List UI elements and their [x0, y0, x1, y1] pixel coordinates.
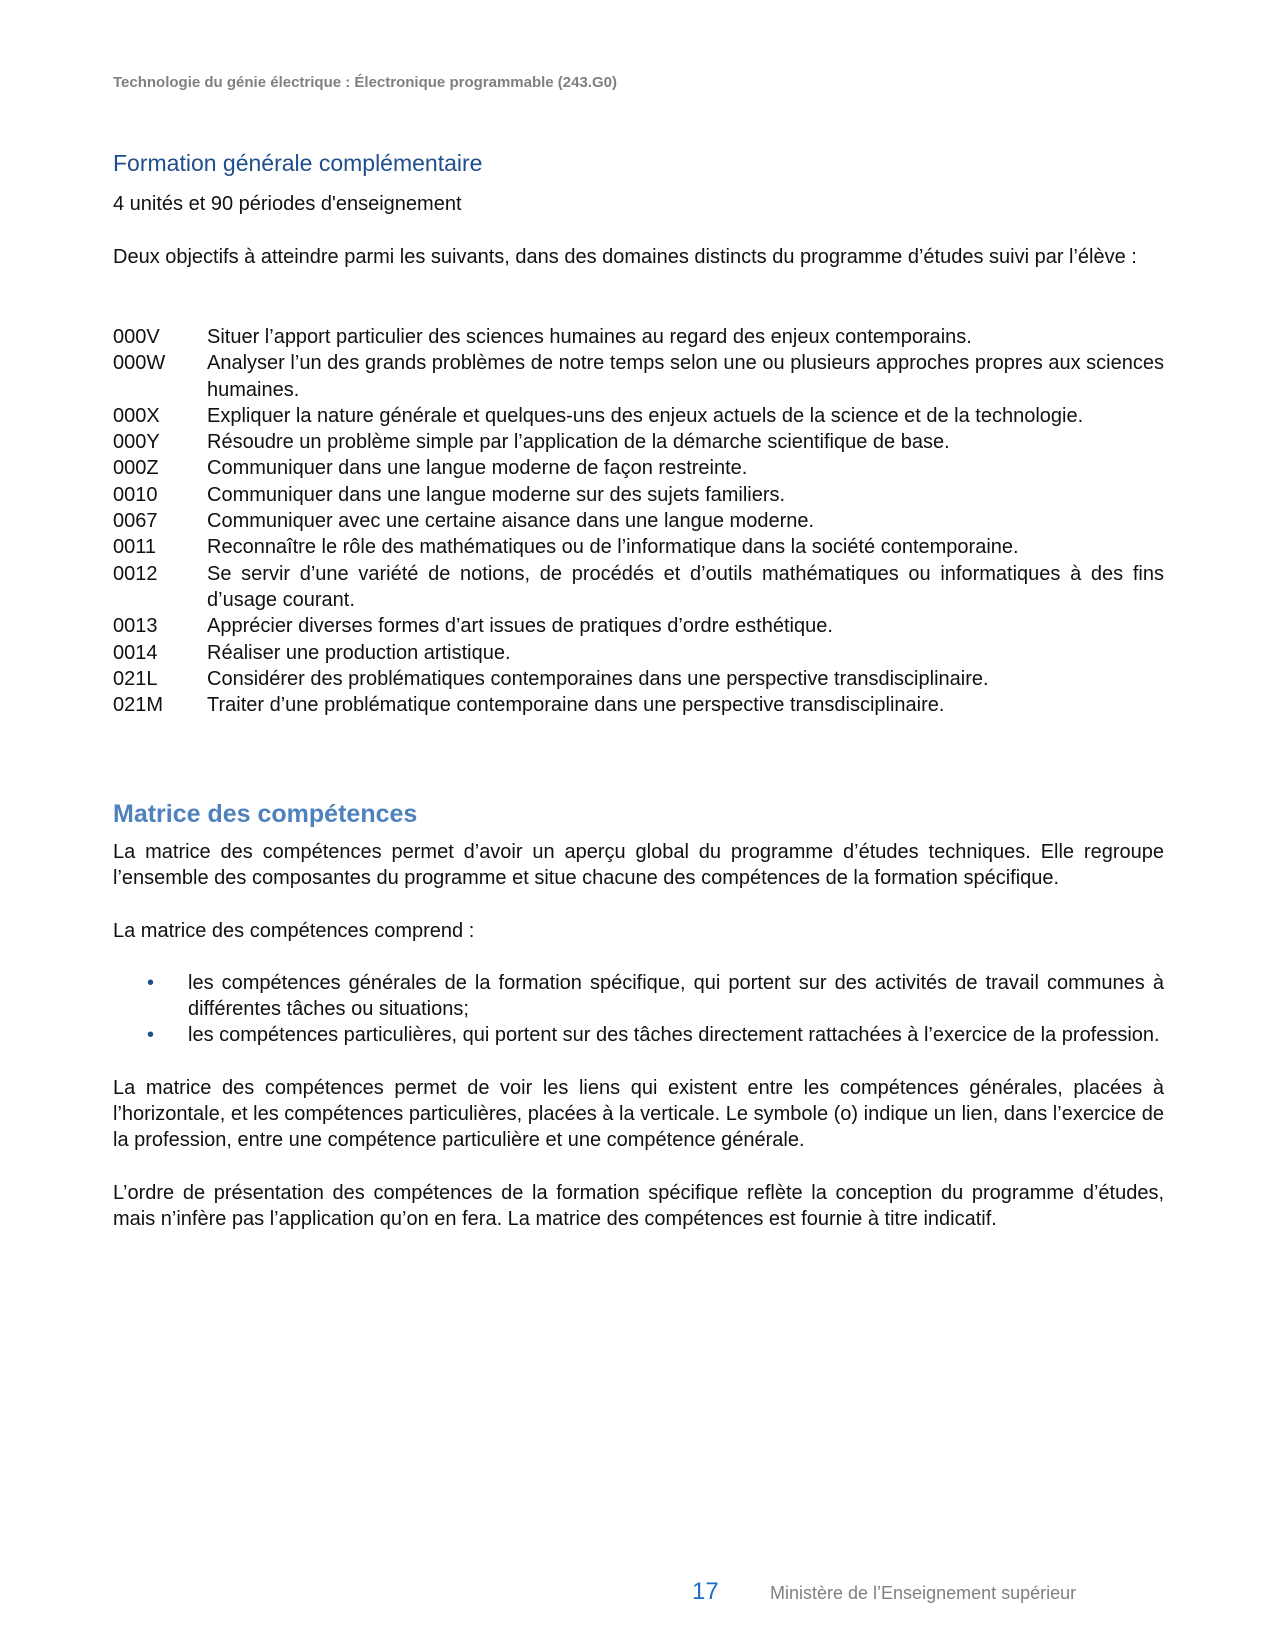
objective-item: [113, 508, 1164, 534]
objective-text: Traiter d’une problématique contemporaine dans une perspective transdisciplinaire.: [207, 694, 945, 717]
matrix-paragraph-4: L’ordre de présentation des compétences de la formation spécifique reflète la conception du programme d’études, mais n’infère pas l’application qu’on en fera. La matrice des compétences est fournie à titre indicatif.: [113, 1181, 1164, 1230]
objective-code: 000X: [113, 404, 160, 427]
units-text: 4 unités et 90 périodes d'enseignement: [113, 193, 462, 215]
page-number: 17: [692, 1578, 719, 1605]
objective-item: [113, 429, 1164, 455]
matrix-title: Matrice des compétences: [113, 800, 418, 828]
objective-item: [113, 534, 1164, 560]
objective-text: Considérer des problématiques contemporaines dans une perspective transdisciplinaire.: [207, 667, 989, 690]
objective-code: 000V: [113, 326, 160, 348]
objective-code: 0014: [113, 641, 158, 664]
objective-item: [113, 692, 1164, 718]
objective-text: Analyser l’un des grands problèmes de notre temps selon une ou plusieurs approches propres aux sciences humaines.: [207, 352, 1164, 401]
intro-paragraph: Deux objectifs à atteindre parmi les suivants, dans des domaines distincts du programme d’études suivi par l’élève :: [113, 246, 1137, 268]
objective-text: Situer l’apport particulier des sciences humaines au regard des enjeux contemporains.: [207, 326, 972, 348]
objective-item: [113, 324, 1164, 350]
objective-code: 021L: [113, 667, 158, 690]
objective-code: 0010: [113, 483, 158, 506]
objective-item: [113, 666, 1164, 692]
objectives-list: [113, 324, 1164, 718]
objective-item: [113, 561, 1164, 614]
objective-code: 0067: [113, 510, 158, 533]
objective-text: Reconnaître le rôle des mathématiques ou de l’informatique dans la société contemporaine.: [207, 536, 1019, 559]
objective-item: [113, 455, 1164, 481]
objective-code: 021M: [113, 694, 164, 717]
bullet-icon: •: [146, 1024, 154, 1047]
matrix-paragraph-1: La matrice des compétences permet d’avoir un aperçu global du programme d’études techniques. Elle regroupe l’ensemble des composantes du programme et situe chacune des compétences de la formation spécifique.: [113, 841, 1164, 890]
objective-item: [113, 403, 1164, 429]
objective-text: Communiquer avec une certaine aisance dans une langue moderne.: [207, 510, 815, 533]
objective-code: 0012: [113, 562, 158, 585]
list-item: • les compétences particulières, qui portent sur des tâches directement rattachées à l’exercice de la profession.: [113, 1022, 1164, 1048]
objective-item: [113, 350, 1164, 403]
footer-organization: Ministère de l’Enseignement supérieur: [770, 1583, 1077, 1603]
objective-code: 000Z: [113, 457, 159, 480]
objective-item: [113, 613, 1164, 639]
objective-item: [113, 482, 1164, 508]
objective-code: 0013: [113, 615, 158, 638]
objective-text: Communiquer dans une langue moderne de façon restreinte.: [207, 457, 748, 480]
matrix-paragraph-2: La matrice des compétences comprend :: [113, 919, 475, 942]
objective-code: 000W: [113, 352, 166, 375]
objective-text: Se servir d’une variété de notions, de procédés et d’outils mathématiques ou informatiques à des fins d’usage courant.: [207, 562, 1164, 611]
objective-text: Résoudre un problème simple par l’application de la démarche scientifique de base.: [207, 431, 950, 454]
matrix-bullet-list: [113, 970, 1164, 1049]
matrix-paragraph-3: La matrice des compétences permet de voir les liens qui existent entre les compétences générales, placées à l’horizontale, et les compétences particulières, placées à la verticale. Le symbole (o) indique un lien, dans l’exercice de la profession, entre une compétence particulière et une compétence générale.: [113, 1076, 1164, 1152]
objective-text: Apprécier diverses formes d’art issues de pratiques d’ordre esthétique.: [207, 615, 833, 638]
section-title: Formation générale complémentaire: [113, 150, 483, 176]
running-header: Technologie du génie électrique : Électronique programmable (243.G0): [113, 74, 617, 91]
bullet-icon: •: [146, 971, 154, 994]
objective-text: Expliquer la nature générale et quelques-uns des enjeux actuels de la science et de la technologie.: [207, 404, 1084, 427]
objective-code: 000Y: [113, 431, 160, 454]
objective-item: [113, 640, 1164, 666]
list-item: • les compétences générales de la formation spécifique, qui portent sur des activités de travail communes à différentes tâches ou situations;: [113, 970, 1164, 1023]
objective-code: 0011: [113, 536, 157, 559]
objective-text: Communiquer dans une langue moderne sur des sujets familiers.: [207, 483, 786, 506]
matrix-section: [113, 800, 1164, 1232]
objective-text: Réaliser une production artistique.: [207, 641, 511, 664]
